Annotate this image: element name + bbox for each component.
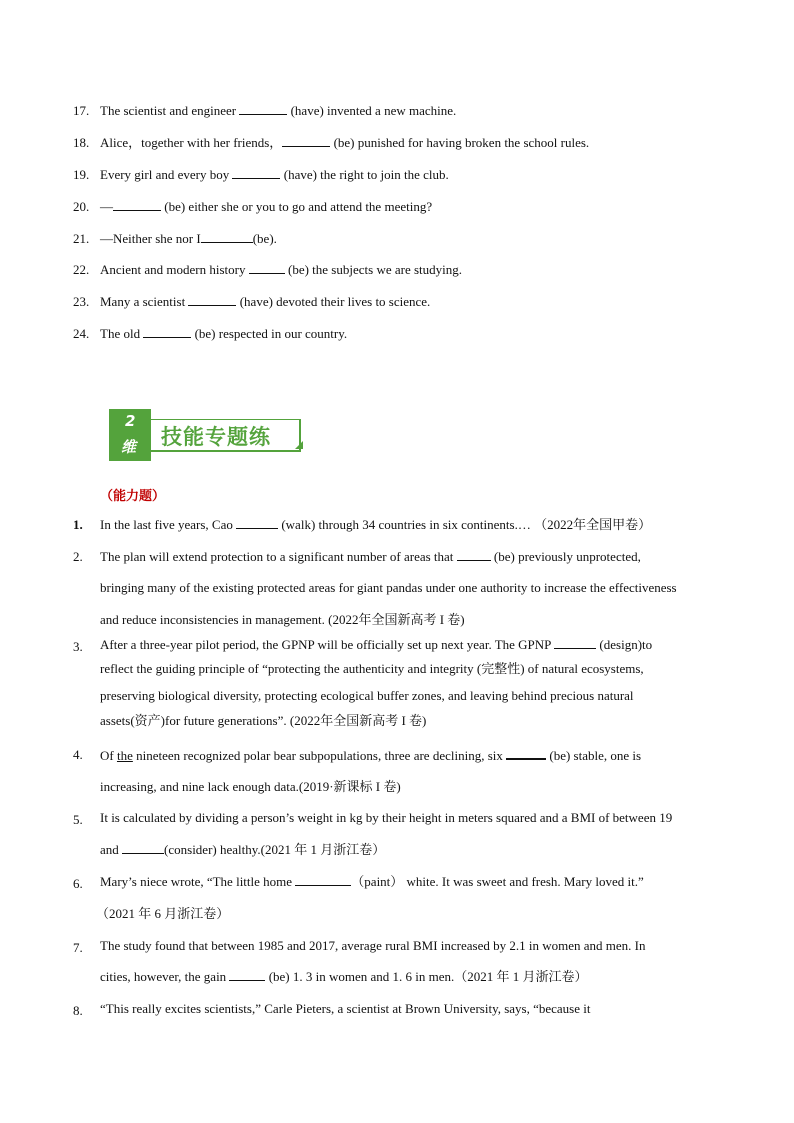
badge-text: 维	[121, 438, 137, 456]
answer-blank[interactable]	[506, 747, 546, 760]
exercise-number: 19.	[73, 167, 90, 182]
answer-blank[interactable]	[229, 969, 265, 981]
answer-blank[interactable]	[143, 326, 191, 338]
question-number: 4.	[73, 747, 83, 762]
question-number: 3.	[73, 639, 83, 654]
exercise-number: 23.	[73, 294, 90, 309]
answer-blank[interactable]	[457, 549, 491, 561]
exercise-number: 22.	[73, 262, 90, 277]
answer-blank[interactable]	[188, 294, 236, 306]
answer-blank[interactable]	[201, 231, 253, 243]
answer-blank[interactable]	[236, 517, 278, 529]
answer-blank[interactable]	[249, 262, 285, 274]
badge-number: 2	[125, 412, 136, 430]
question-number: 5.	[73, 812, 83, 827]
question-number: 7.	[73, 940, 83, 955]
exercise-number: 21.	[73, 231, 90, 246]
section-title: 技能专题练	[161, 425, 271, 449]
section-banner	[109, 409, 305, 461]
answer-blank[interactable]	[295, 874, 351, 886]
question-number: 2.	[73, 549, 83, 564]
question-number: 6.	[73, 876, 83, 891]
section-badge	[109, 409, 151, 461]
exercise-number: 17.	[73, 103, 90, 118]
answer-blank[interactable]	[113, 199, 161, 211]
answer-blank[interactable]	[554, 637, 596, 649]
answer-blank[interactable]	[239, 103, 287, 115]
answer-blank[interactable]	[232, 167, 280, 179]
exercise-number: 24.	[73, 326, 90, 341]
question-number: 8.	[73, 1003, 83, 1018]
section-title-box	[151, 419, 301, 452]
section-label: （能力题）	[100, 489, 166, 504]
answer-blank[interactable]	[282, 135, 330, 147]
answer-blank[interactable]	[122, 842, 164, 854]
exercise-number: 20.	[73, 199, 90, 214]
question-number: 1.	[73, 517, 83, 532]
exercise-number: 18.	[73, 135, 90, 150]
banner-corner-decoration	[295, 441, 303, 449]
